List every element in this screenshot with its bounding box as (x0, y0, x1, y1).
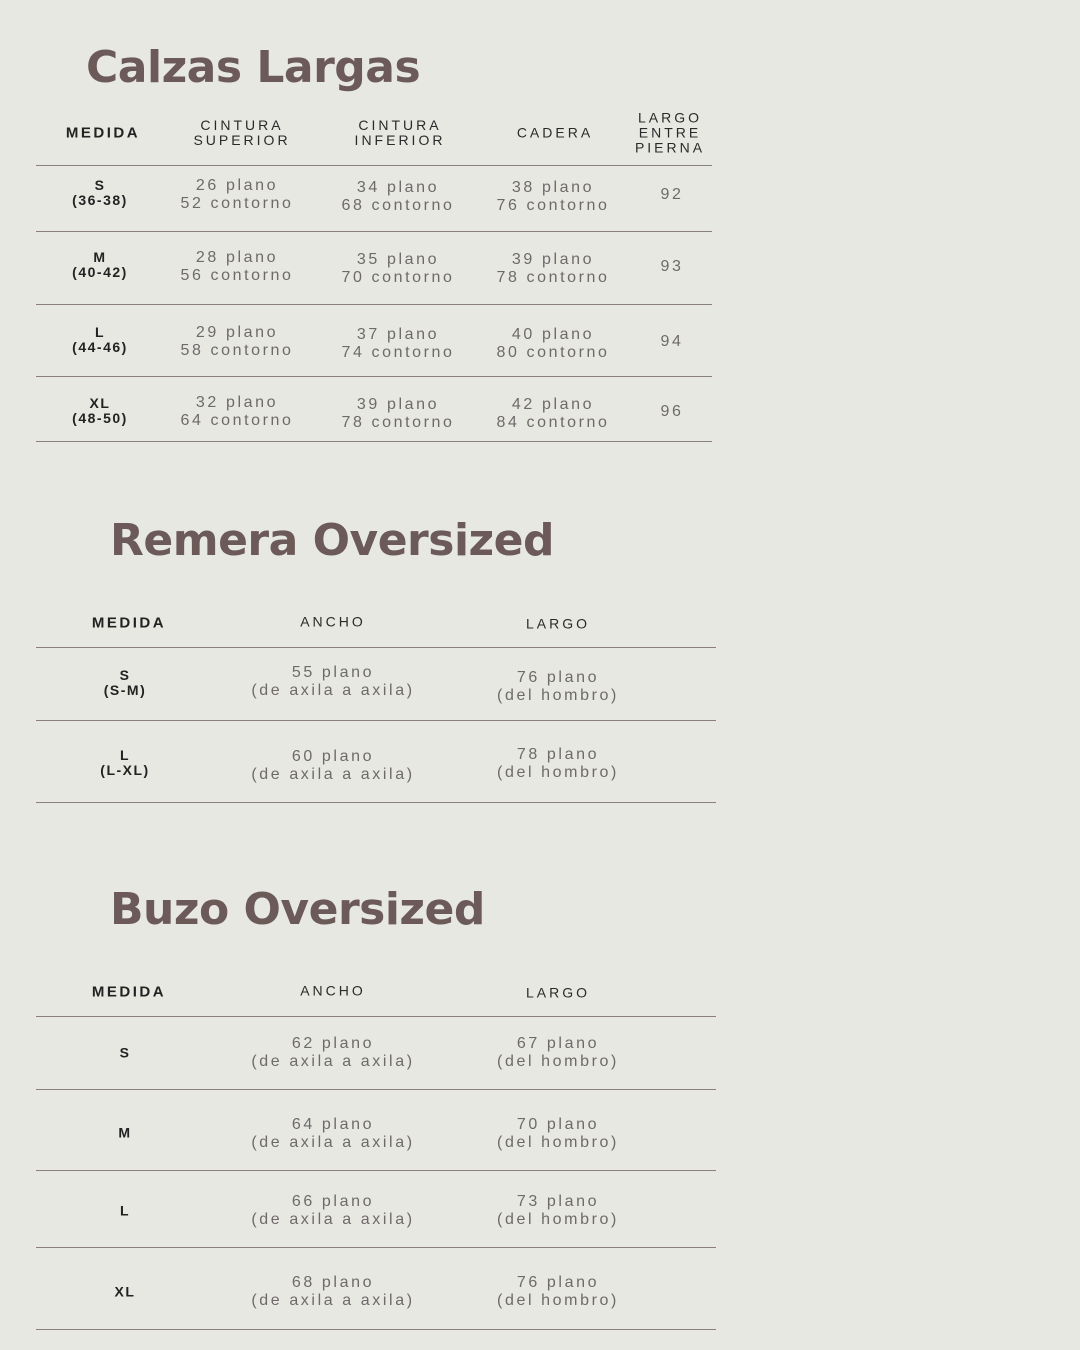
remera-size-s: S (S-M) (103, 667, 147, 698)
buzo-header-medida: MEDIDA (91, 983, 167, 1001)
buzo-header-divider (36, 1016, 716, 1017)
buzo-xl-ancho: 68 plano (de axila a axila) (251, 1274, 415, 1309)
calzas-header-cintura-superior: CINTURA SUPERIOR (193, 117, 291, 148)
remera-l-largo: 78 plano (del hombro) (497, 746, 619, 781)
remera-bottom-divider (36, 802, 716, 803)
calzas-size-xl: XL (48-50) (72, 395, 128, 426)
calzas-header-cintura-inferior: CINTURA INFERIOR (354, 117, 446, 148)
buzo-row-divider (36, 1089, 716, 1090)
calzas-m-largo: 93 (660, 258, 684, 275)
calzas-m-cintura-inferior: 35 plano 70 contorno (341, 251, 455, 286)
remera-header-divider (36, 647, 716, 648)
buzo-row-divider (36, 1247, 716, 1248)
calzas-l-cadera: 40 plano 80 contorno (496, 326, 610, 361)
calzas-size-s: S (36-38) (72, 177, 128, 208)
remera-s-ancho: 55 plano (de axila a axila) (251, 664, 415, 699)
buzo-m-ancho: 64 plano (de axila a axila) (251, 1116, 415, 1151)
calzas-header-divider (36, 165, 712, 166)
calzas-l-cintura-superior: 29 plano 58 contorno (180, 324, 294, 359)
calzas-row-divider (36, 304, 712, 305)
remera-s-largo: 76 plano (del hombro) (497, 669, 619, 704)
remera-title: Remera Oversized (110, 515, 554, 566)
calzas-size-l: L (44-46) (72, 324, 128, 355)
buzo-title: Buzo Oversized (110, 884, 485, 935)
calzas-header-cadera: CADERA (516, 124, 594, 141)
calzas-s-cintura-inferior: 34 plano 68 contorno (341, 179, 455, 214)
buzo-bottom-divider (36, 1329, 716, 1330)
buzo-xl-largo: 76 plano (del hombro) (497, 1274, 619, 1309)
calzas-xl-cintura-inferior: 39 plano 78 contorno (341, 396, 455, 431)
buzo-l-ancho: 66 plano (de axila a axila) (251, 1193, 415, 1228)
remera-l-ancho: 60 plano (de axila a axila) (251, 748, 415, 783)
calzas-header-largo-entre-pierna: LARGO ENTRE PIERNA (634, 109, 706, 156)
buzo-size-m: M (118, 1124, 132, 1141)
calzas-size-m: M (40-42) (72, 249, 128, 280)
buzo-s-largo: 67 plano (del hombro) (497, 1035, 619, 1070)
remera-header-ancho: ANCHO (300, 613, 366, 630)
calzas-s-cadera: 38 plano 76 contorno (496, 179, 610, 214)
calzas-row-divider (36, 376, 712, 377)
calzas-header-medida: MEDIDA (65, 124, 141, 142)
buzo-row-divider (36, 1170, 716, 1171)
remera-size-l: L (L-XL) (100, 747, 150, 778)
calzas-xl-largo: 96 (660, 403, 684, 420)
buzo-header-largo: LARGO (525, 984, 591, 1001)
calzas-m-cadera: 39 plano 78 contorno (496, 251, 610, 286)
buzo-m-largo: 70 plano (del hombro) (497, 1116, 619, 1151)
remera-header-medida: MEDIDA (91, 614, 167, 632)
remera-row-divider (36, 720, 716, 721)
buzo-s-ancho: 62 plano (de axila a axila) (251, 1035, 415, 1070)
calzas-xl-cadera: 42 plano 84 contorno (496, 396, 610, 431)
calzas-bottom-divider (36, 441, 712, 442)
buzo-size-l: L (119, 1202, 131, 1219)
remera-header-largo: LARGO (525, 615, 591, 632)
calzas-l-largo: 94 (660, 333, 684, 350)
calzas-s-cintura-superior: 26 plano 52 contorno (180, 177, 294, 212)
buzo-size-xl: XL (114, 1283, 136, 1300)
buzo-header-ancho: ANCHO (300, 982, 366, 999)
calzas-m-cintura-superior: 28 plano 56 contorno (180, 249, 294, 284)
buzo-size-s: S (119, 1044, 131, 1061)
buzo-l-largo: 73 plano (del hombro) (497, 1193, 619, 1228)
calzas-xl-cintura-superior: 32 plano 64 contorno (180, 394, 294, 429)
calzas-l-cintura-inferior: 37 plano 74 contorno (341, 326, 455, 361)
calzas-s-largo: 92 (660, 186, 684, 203)
calzas-row-divider (36, 231, 712, 232)
calzas-title: Calzas Largas (86, 42, 421, 93)
